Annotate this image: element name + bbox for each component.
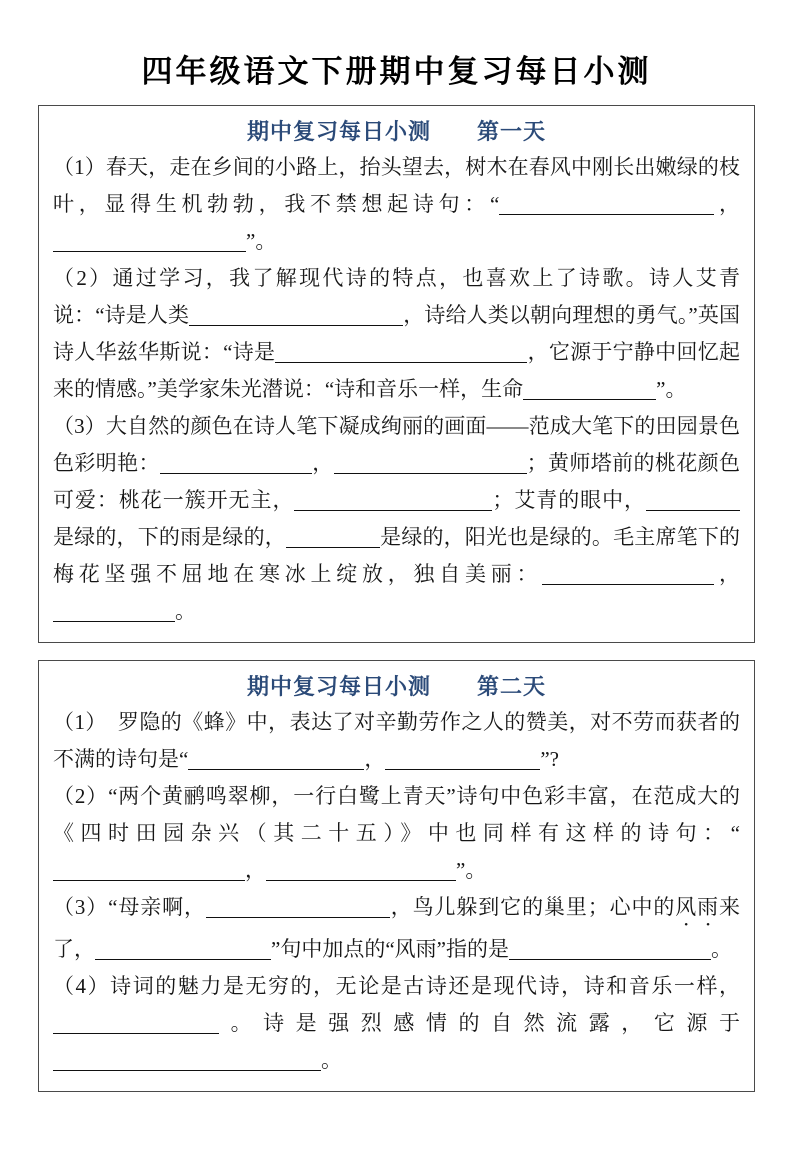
answer-blank (385, 760, 540, 770)
answer-blank (542, 575, 714, 585)
day2-question-list (53, 704, 740, 1079)
emphasized-text: 风雨 (675, 895, 720, 919)
question-paragraph (53, 889, 740, 968)
answer-blank (509, 950, 711, 960)
question-paragraph (53, 149, 740, 260)
question-text: 。诗是强烈感情的自然流露，它源于 (219, 1011, 740, 1035)
question-text: 是绿的，阳光也是绿的。毛主席笔下的梅花坚强不屈地在寒冰上绽放，独自美丽： (53, 525, 741, 586)
day2-section-header: 期中复习每日小测 第二天 (246, 674, 546, 699)
question-text: ， (714, 192, 741, 216)
answer-blank (188, 760, 364, 770)
answer-blank (206, 908, 390, 918)
answer-blank (53, 1061, 321, 1071)
question-text: ”? (540, 747, 559, 771)
question-text: 。 (321, 1048, 342, 1072)
question-text: 。 (175, 599, 196, 623)
question-text: ，诗给人类以朝向理想的勇气。”英国诗人华兹华斯说：“诗是 (53, 303, 740, 364)
answer-blank (53, 871, 245, 881)
question-text: ”句中加点的“风雨”指的是 (271, 937, 509, 961)
answer-blank (266, 871, 456, 881)
question-text: （2）“两个黄鹂鸣翠柳，一行白鹭上青天”诗句中色彩丰富，在范成大的《四时田园杂兴（其二十五）》中也同样有这样的诗句：“ (53, 784, 740, 845)
question-text: （1） 罗隐的《蜂》中，表达了对辛勤劳作之人的赞美，对不劳而获者的不满的诗句是“ (53, 710, 740, 771)
question-text: ，它源于宁静中回忆起来的情感。”美学家朱光潜说：“诗和音乐一样，生命 (53, 340, 740, 401)
question-text: ， (245, 858, 266, 882)
answer-blank (286, 538, 380, 548)
question-text: 来了， (53, 895, 741, 961)
answer-blank (334, 464, 527, 474)
question-text: ；黄师塔前的桃花颜色可爱：桃花一簇开无主， (53, 451, 740, 512)
question-text: ， (311, 451, 334, 475)
answer-blank (523, 390, 656, 400)
answer-blank (53, 242, 246, 252)
question-text: （4）诗词的魅力是无穷的，无论是古诗还是现代诗，诗和音乐一样， (53, 974, 740, 998)
question-paragraph (53, 260, 740, 408)
question-text: ”。 (656, 377, 687, 401)
question-text: （3）“母亲啊， (53, 895, 206, 919)
question-text: ， (714, 562, 740, 586)
question-text: ，鸟儿躲到它的巢里；心中的 (389, 895, 676, 919)
day1-question-list (53, 149, 740, 630)
answer-blank (646, 501, 740, 511)
answer-blank (160, 464, 312, 474)
answer-blank (189, 316, 403, 326)
day1-section-header: 期中复习每日小测 第一天 (246, 119, 546, 144)
question-paragraph (53, 968, 740, 1079)
question-text: （2）通过学习，我了解现代诗的特点，也喜欢上了诗歌。诗人艾青说：“诗是人类 (53, 266, 740, 327)
question-paragraph (53, 704, 740, 778)
answer-blank (275, 353, 527, 363)
page-title: 四年级语文下册期中复习每日小测 (141, 54, 652, 89)
answer-blank (499, 205, 714, 215)
question-text: ， (364, 747, 386, 771)
question-text: 。 (710, 937, 732, 961)
answer-blank (53, 1024, 219, 1034)
question-paragraph (53, 778, 740, 889)
day1-section (38, 105, 755, 643)
question-text: 是绿的，下的雨是绿的， (53, 525, 286, 549)
question-text: ”。 (456, 858, 487, 882)
answer-blank (95, 950, 271, 960)
question-text: （3）大自然的颜色在诗人笔下凝成绚丽的画面——范成大笔下的田园景色色彩明艳： (53, 414, 740, 475)
question-text: （1）春天，走在乡间的小路上，抬头望去，树木在春风中刚长出嫩绿的枝叶，显得生机勃勃，我不禁想起诗句：“ (53, 155, 740, 216)
question-text: ；艾青的眼中， (492, 488, 647, 512)
question-text: ”。 (246, 229, 277, 253)
answer-blank (53, 612, 175, 622)
day2-section (38, 660, 755, 1092)
answer-blank (294, 501, 492, 511)
question-paragraph (53, 408, 740, 630)
